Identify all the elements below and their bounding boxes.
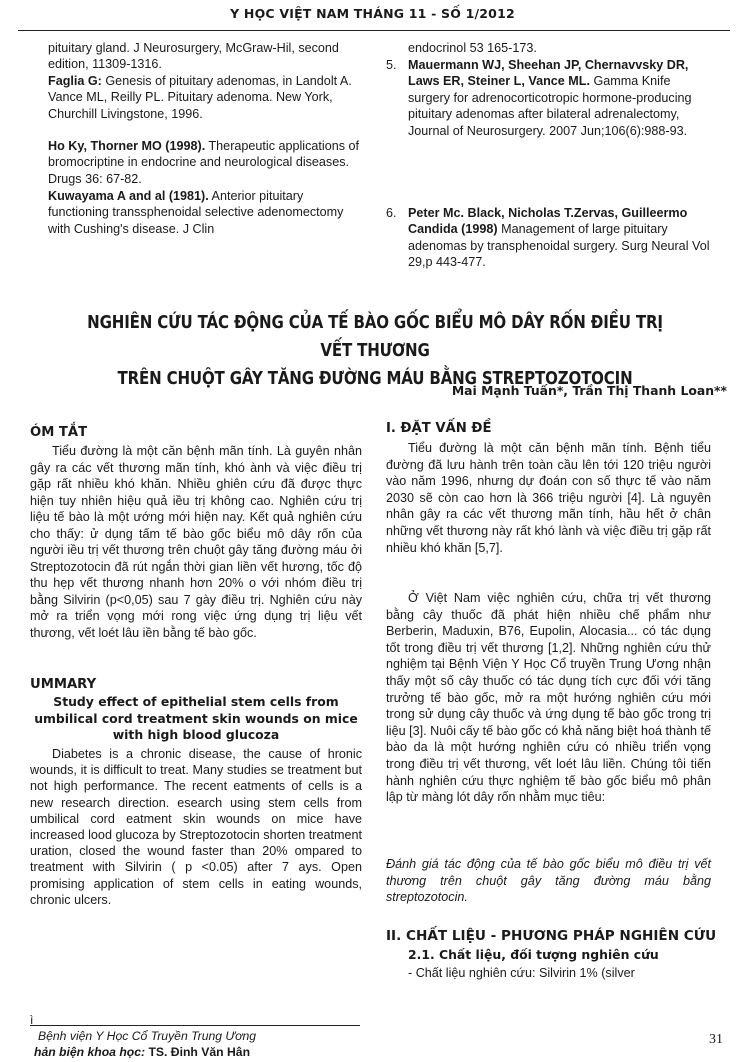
- ref-text: Therapeutic applications of bromocriptine in endocrine and neurological diseases. Drugs 36: 67-82.: [48, 139, 360, 186]
- abstract-body: Tiểu đường là một căn bệnh mãn tính. Là guyên nhân gây ra các vết thương mãn tính, khó ành và việc điều trị gặp rất nhiều khó khăn. Nhiều ghiên cứu đã được thực hiện tuy nhiên hiệu quả iều trị không cao. Nghiên cứu trị liệu tế bào là một ướng mới hiện nay. Kết quả nghiên cứu cho thấy: ử dụng tấm tế bào gốc biểu mô dây rốn của người iều trị vết thương trên chuột gây tăng đường máu ởi Streptozotocin đã rút ngắn thời gian liền vết hương, tốc độ thu hẹp vết thương nhanh hơn 20% o với nhóm điều trị bằng Silvirin (p<0,05) sau 7 gày điều trị. Nghiên cứu này mở ra triển vọng mới rong việc ứng dụng trị liệu vết thương, vết loét lâu iền bằng tế bào gốc.: [30, 444, 362, 640]
- ref-item: [48, 73, 360, 122]
- ref-authors: Ho Ky, Thorner MO (1998).: [48, 139, 206, 153]
- ref-text: Management of large pituitary adenomas by transphenoidal surgery. Surg Neural Vol 29,p 443-477.: [408, 222, 710, 270]
- article-title-line-1: NGHIÊN CỨU TÁC ĐỘNG CỦA TẾ BÀO GỐC BIỂU MÔ DÂY RỐN ĐIỀU TRỊ VẾT THƯƠNG: [87, 313, 663, 361]
- footnote-reviewer-name: TS. Đinh Văn Hân: [145, 1045, 251, 1059]
- ref-item: [386, 205, 713, 271]
- intro-heading: I. ĐẶT VẤN ĐỀ: [386, 421, 492, 436]
- footnote-mark: ì: [30, 1013, 34, 1027]
- summary-body: Diabetes is a chronic disease, the cause of hronic wounds, it is difficult to treat. Many studies se treatment but not high performance. The recent eatments of cells is a new research direction. esearch using stem cells from umbilical cord eatment skin wounds on mice have increased lood glucoza by Streptozotocin shorten treatment uration, closed the wound faster than 20% ompared to treatment with Silvirin ( p <0.05) after 7 ays. Open promising application of stem cells in eating wounds, chronic ulcers.: [30, 747, 362, 907]
- page-number: 31: [709, 1032, 723, 1047]
- footnote-reviewer-label: hản biện khoa học:: [34, 1045, 146, 1059]
- ref-authors: Peter Mc. Black, Nicholas T.Zervas, Guilleermo Candida (1998): [408, 206, 688, 237]
- ref-item: [408, 40, 713, 56]
- ref-authors: Mauermann WJ, Sheehan JP, Chernavvsky DR, Laws ER, Steiner L, Vance ML.: [408, 58, 689, 89]
- intro-paragraph-2: Ở Việt Nam việc nghiên cứu, chữa trị vết thương bằng cây thuốc đã phát hiện nhiều chế phẩm như Berberin, Maduxin, B76, Eupolin, Alocasia... có tác dụng tốt trong điều trị vết thương [1,2]. Những nghiên cứu thử nghiệm tại Bệnh Viện Y Học Cổ truyền Trung Ương nhận thấy một số cây thuốc có tác dụng tích cực đối với tăng trưởng tế bào gốc, mở ra một hướng nghiên cứu mới trong sử dụng cây thuốc và ứng dụng tế bào gốc trong trị liệu [3]. Nuôi cấy tế bào gốc có khả năng biệt hoá thành tế bào da là một hướng nghiên cứu có nhiều triển vọng trong điều trị vết thương, vết loét lâu liền. Chúng tôi tiến hành nghiên cứu thực nghiệm tế bào gốc biểu mô phân lập từ màng lót dây rốn nhằm mục tiêu:: [386, 591, 711, 805]
- summary-title-line-1: Study effect of epithelial stem cells from: [53, 694, 339, 709]
- footnote-affiliation: Bệnh viện Y Học Cổ Truyền Trung Ương: [38, 1029, 257, 1043]
- ref-number: 5.: [386, 58, 397, 72]
- footnote-rule: [30, 1025, 360, 1026]
- ref-text: endocrinol 53 165-173.: [408, 41, 537, 55]
- header-rule: [18, 30, 730, 31]
- summary-heading: UMMARY: [30, 677, 97, 692]
- methods-subheading: 2.1. Chất liệu, đối tượng nghiên cứu: [408, 947, 659, 962]
- ref-text: Gamma Knife surgery for adrenocorticotropic hormone-producing pituitary adenomas after bilateral adrenalectomy, Journal of Neurosurgery. 2007 Jun;106(6):988-93.: [408, 74, 692, 138]
- ref-item: [48, 188, 360, 237]
- methods-line: - Chất liệu nghiên cứu: Silvirin 1% (silver: [408, 966, 635, 980]
- ref-text: pituitary gland. J Neurosurgery, McGraw-Hil, second edition, 11309-1316.: [48, 41, 339, 72]
- ref-authors: Kuwayama A and al (1981).: [48, 189, 209, 203]
- ref-item: [386, 57, 713, 139]
- ref-text: Genesis of pituitary adenomas, in Landolt A. Vance ML, Reilly PL. Pituitary adenoma. New York, Churchill Livingstone, 1996.: [48, 74, 352, 121]
- intro-paragraph-1: Tiểu đường là một căn bệnh mãn tính. Bệnh tiểu đường đã lưu hành trên toàn cầu lên tới 120 triệu người vào năm 1996, nhưng dự đoán con số thực tế vào năm 2030 sẽ còn cao hơn là 366 triệu người [4]. Là nguyên nhân gây ra các vết thương mãn tính, hầu hết ở chân những vết thương này rất khó lành và việc điều trị gặp rất nhiều khó khăn [5,7].: [386, 441, 711, 555]
- ref-number: 6.: [386, 206, 397, 220]
- ref-authors: Faglia G:: [48, 74, 102, 88]
- ref-item: [48, 40, 360, 73]
- methods-heading: II. CHẤT LIỆU - PHƯƠNG PHÁP NGHIÊN CỨU: [386, 928, 717, 944]
- running-header: Y HỌC VIỆT NAM THÁNG 11 - SỐ 1/2012: [230, 6, 515, 21]
- summary-title-line-2: umbilical cord treatment skin wounds on mice: [34, 710, 358, 726]
- intro-objective: Đánh giá tác động của tế bào gốc biểu mô điều trị vết thương trên chuột gây tăng đường máu bằng streptozotocin.: [386, 857, 711, 905]
- footnote-reviewer: [34, 1045, 250, 1060]
- summary-title: [30, 694, 362, 744]
- article-title-line-2: TRÊN CHUỘT GÂY TĂNG ĐƯỜNG MÁU BẰNG STREPTOZOTOCIN: [117, 369, 633, 389]
- ref-item: [48, 138, 360, 187]
- ref-text: Anterior pituitary functioning transsphenoidal selective adenomectomy with Cushing's disease. J Clin: [48, 189, 344, 236]
- article-title: [78, 309, 671, 393]
- article-authors: Mai Mạnh Tuấn*, Trần Thị Thanh Loan**: [451, 383, 727, 398]
- abstract-heading: ÓM TẮT: [30, 425, 88, 440]
- summary-title-line-3: with high blood glucoza: [112, 727, 280, 742]
